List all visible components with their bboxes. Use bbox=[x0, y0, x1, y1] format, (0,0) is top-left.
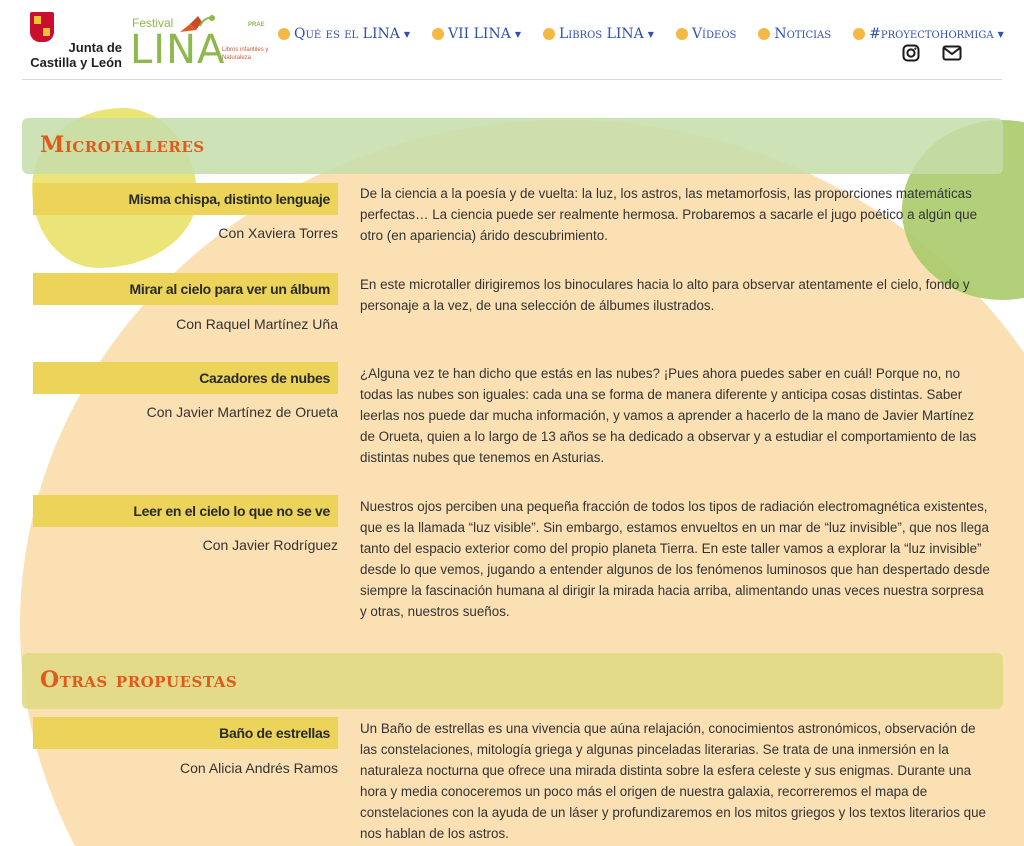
workshop-title: Leer en el cielo lo que no se ve bbox=[33, 495, 338, 527]
workshop-host: Con Javier Martínez de Orueta bbox=[146, 404, 338, 420]
workshop-description: Un Baño de estrellas es una vivencia que aúna relajación, conocimientos astronómicos, observación de las constelaciones, mitología griega y algunas pinceladas literarias. Se trata de una inmersión en la naturaleza nocturna que ofrece una mirada distinta sobre la esfera celeste y sus enigmas. Durante una hora y media conoceremos un poco más el origen de nuestra galaxia, recorreremos el mapa de constelaciones con la ayuda de un láser y profundizaremos en los mitos griegos y los textos literarios que nos hablan de los astros. bbox=[360, 721, 986, 841]
nav-item-label: Qué es el LINA bbox=[294, 26, 400, 42]
nav-item-label: Noticias bbox=[774, 26, 832, 42]
nav-item-label: #proyectohormiga bbox=[869, 26, 994, 42]
caret-down-icon: ▼ bbox=[647, 29, 654, 39]
workshop-title: Mirar al cielo para ver un álbum bbox=[33, 273, 338, 305]
jcyl-logo-line1: Junta de bbox=[68, 40, 122, 55]
section-title: Otras propuestas bbox=[40, 667, 238, 693]
lina-festival-label: Festival bbox=[132, 16, 174, 30]
site-header bbox=[0, 0, 1024, 80]
lina-prae-label: PRAE bbox=[248, 22, 265, 28]
nav-item-que-es-el-lina[interactable] bbox=[278, 22, 410, 46]
nav-item-vii-lina[interactable] bbox=[432, 22, 521, 46]
workshop-title: Misma chispa, distinto lenguaje bbox=[33, 183, 338, 215]
nav-bullet-icon bbox=[432, 28, 444, 40]
workshop-host: Con Alicia Andrés Ramos bbox=[180, 760, 338, 776]
section-title: Microtalleres bbox=[40, 132, 205, 158]
nav-item-label: Libros LINA bbox=[558, 26, 644, 42]
nav-item-proyectohormiga[interactable] bbox=[853, 22, 1004, 46]
nav-item-label: VII LINA bbox=[448, 26, 511, 42]
jcyl-logo-text bbox=[22, 40, 122, 70]
workshop-title: Cazadores de nubes bbox=[33, 362, 338, 394]
header-divider bbox=[22, 79, 1002, 80]
caret-down-icon: ▼ bbox=[403, 29, 410, 39]
workshop-title: Baño de estrellas bbox=[33, 717, 338, 749]
workshop-description: ¿Alguna vez te han dicho que estás en las nubes? ¡Pues ahora puedes saber en cuál! Porque no, no todas las nubes son iguales: cada una se forma de manera diferente y anticipa cosas distintas. Saber leerlas nos puede dar mucha información, y vamos a aprender a hacerlo de la mano de Javier Martínez de Orueta, quien a lo largo de 13 años se ha dedicado a observar y a estudiar el comportamiento de las distintas nubes que tenemos en Asturias. bbox=[360, 366, 977, 465]
section-header-microtalleres bbox=[22, 118, 1003, 174]
nav-bullet-icon bbox=[278, 28, 290, 40]
section-header-otras-propuestas bbox=[22, 653, 1003, 709]
coat-of-arms-icon bbox=[30, 12, 54, 42]
nav-item-noticias[interactable] bbox=[758, 22, 831, 46]
mail-icon[interactable] bbox=[942, 44, 962, 62]
lina-wordmark: LINA bbox=[130, 27, 226, 73]
workshop-description: De la ciencia a la poesía y de vuelta: la luz, los astros, las metamorfosis, las proporciones matemáticas perfectas… La ciencia puede ser realmente hermosa. Probaremos a sacarle el jugo poético a algún que otro (en apariencia) árido descubrimiento. bbox=[360, 186, 978, 243]
workshop-host: Con Raquel Martínez Uña bbox=[176, 316, 338, 332]
caret-down-icon: ▼ bbox=[997, 29, 1004, 39]
workshop-description: En este microtaller dirigiremos los binoculares hacia lo alto para observar atentamente el cielo, fondo y personaje a la vez, de una selección de álbumes ilustrados. bbox=[360, 277, 970, 313]
workshop-host: Con Xaviera Torres bbox=[218, 225, 338, 241]
caret-down-icon: ▼ bbox=[514, 29, 521, 39]
junta-castilla-leon-logo[interactable] bbox=[22, 12, 122, 70]
nav-item-label: Vídeos bbox=[691, 26, 737, 42]
nav-bullet-icon bbox=[853, 28, 865, 40]
nav-bullet-icon bbox=[676, 28, 688, 40]
jcyl-logo-line2: Castilla y León bbox=[30, 55, 122, 70]
festival-lina-logo[interactable] bbox=[128, 8, 268, 74]
workshop-description: Nuestros ojos perciben una pequeña fracción de todos los tipos de radiación electromagnética existentes, que es la llamada “luz visible”. Sin embargo, estamos envueltos en un mar de “luz invisible”, que nos llega tanto del espacio exterior como del propio planeta Tierra. En este taller vamos a explorar la “luz invisible” desde lo que vemos, jugando a entender algunos de los fenómenos luminosos que han despertado desde siempre la fascinación humana al dirigir la mirada hacia arriba, alimentando unas veces nuestra sorpresa y otras, nuestros sueños. bbox=[360, 499, 990, 619]
nav-bullet-icon bbox=[758, 28, 770, 40]
nav-bullet-icon bbox=[543, 28, 555, 40]
workshop-host: Con Javier Rodríguez bbox=[202, 537, 338, 553]
nav-item-videos[interactable] bbox=[676, 22, 736, 46]
instagram-icon[interactable] bbox=[902, 44, 920, 62]
lina-subtitle: Libros infantiles y Naturaleza bbox=[222, 47, 269, 61]
nav-item-libros-lina[interactable] bbox=[543, 22, 654, 46]
main-nav bbox=[278, 22, 1024, 46]
